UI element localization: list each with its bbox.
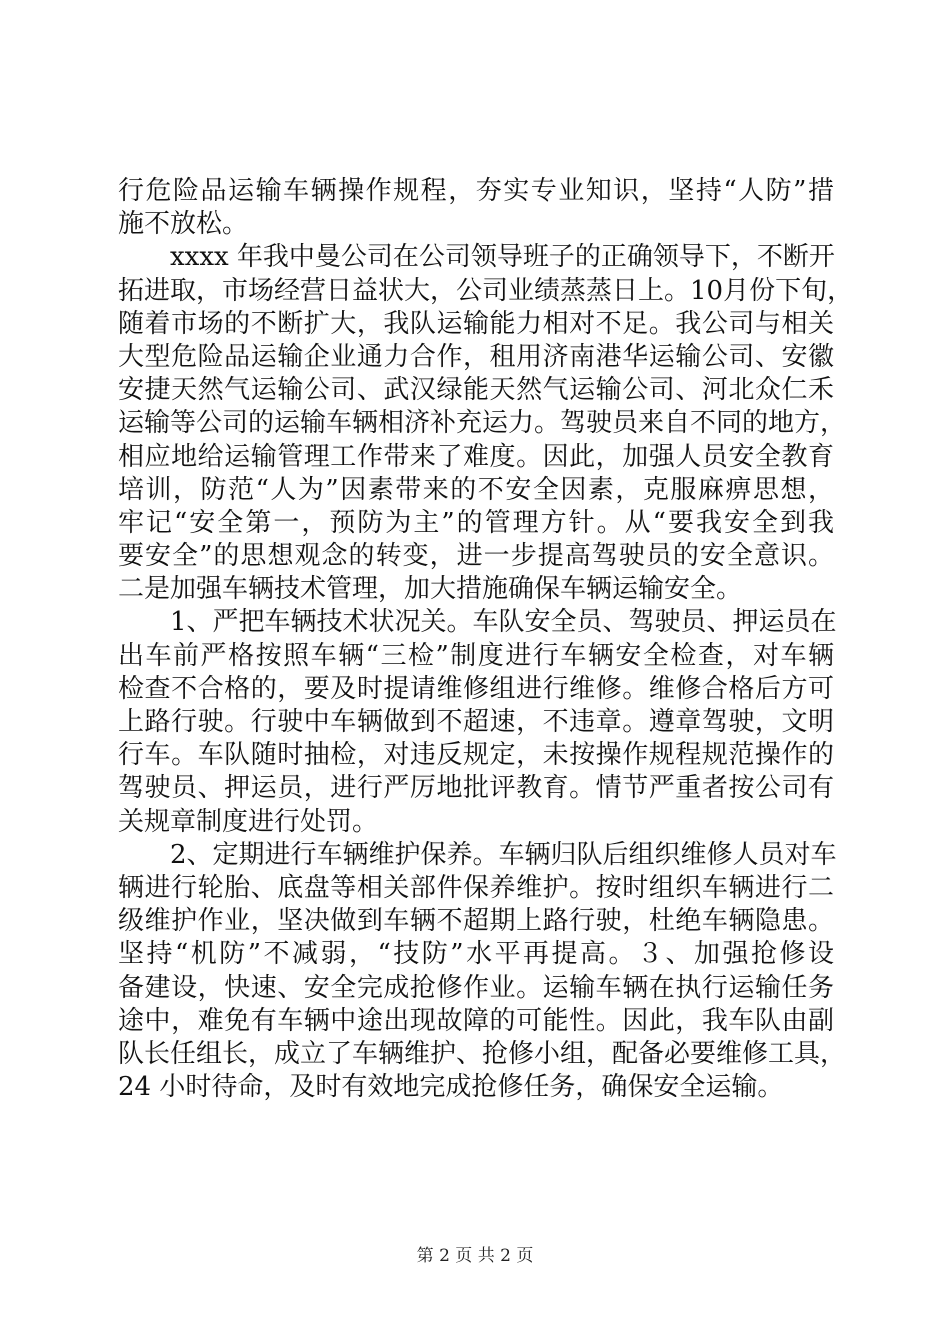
text-line: 行车。车队随时抽检，对违反规定，未按操作规程规范操作的 xyxy=(118,740,834,771)
text-line: 关规章制度进行处罚。 xyxy=(118,806,379,837)
text-line: 检查不合格的，要及时提请维修组进行维修。维修合格后方可 xyxy=(118,673,834,704)
text-line: 要安全”的思想观念的转变，进一步提高驾驶员的安全意识。 xyxy=(118,541,834,572)
text-line: 途中，难免有车辆中途出现故障的可能性。因此，我车队由副 xyxy=(118,1005,834,1036)
page-number-footer: 第 2 页 共 2 页 xyxy=(416,1246,534,1266)
text-line: 备建设，快速、安全完成抢修作业。运输车辆在执行运输任务 xyxy=(118,972,834,1003)
text-line: 牢记“安全第一，预防为主”的管理方针。从“要我安全到我 xyxy=(118,507,834,538)
text-line: 级维护作业，坚决做到车辆不超期上路行驶，杜绝车辆隐患。 xyxy=(118,906,834,937)
text-line: 安捷天然气运输公司、武汉绿能天然气运输公司、河北众仁禾 xyxy=(118,375,834,406)
document-body xyxy=(118,175,854,1104)
text-line: 运输等公司的运输车辆相济补充运力。驾驶员来自不同的地方， xyxy=(118,408,847,439)
text-line: 二是加强车辆技术管理，加大措施确保车辆运输安全。 xyxy=(118,574,743,605)
text-line: 行危险品运输车辆操作规程，夯实专业知识，坚持“人防”措 xyxy=(118,176,834,206)
text-line: 出车前严格按照车辆“三检”制度进行车辆安全检查，对车辆 xyxy=(118,640,834,671)
text-line: 驾驶员、押运员，进行严厉地批评教育。情节严重者按公司有 xyxy=(118,773,834,804)
text-line: 大型危险品运输企业通力合作，租用济南港华运输公司、安徽 xyxy=(118,341,834,372)
paragraph-first-line: 2、定期进行车辆维护保养。车辆归队后组织维修人员对车 xyxy=(170,839,837,870)
text-line: 施不放松。 xyxy=(118,209,249,240)
text-line: 上路行驶。行驶中车辆做到不超速，不违章。遵章驾驶，文明 xyxy=(118,707,834,737)
paragraph-first-line: 1、严把车辆技术状况关。车队安全员、驾驶员、押运员在 xyxy=(170,607,837,638)
text-line: 随着市场的不断扩大，我队运输能力相对不足。我公司与相关 xyxy=(118,308,834,339)
text-line: 辆进行轮胎、底盘等相关部件保养维护。按时组织车辆进行二 xyxy=(118,872,834,903)
text-line: 拓进取，市场经营日益状大，公司业绩蒸蒸日上。10月份下旬， xyxy=(118,275,854,306)
text-line: 培训，防范“人为”因素带来的不安全因素，克服麻痹思想， xyxy=(118,474,834,505)
paragraph-first-line: xxxx 年我中曼公司在公司领导班子的正确领导下，不断开 xyxy=(170,242,835,273)
text-line: 坚持“机防”不减弱，“技防”水平再提高。３、加强抢修设 xyxy=(118,939,834,970)
text-line: 24 小时待命，及时有效地完成抢修任务，确保安全运输。 xyxy=(118,1072,784,1103)
text-line: 队长任组长，成立了车辆维护、抢修小组，配备必要维修工具， xyxy=(118,1038,847,1069)
text-line: 相应地给运输管理工作带来了难度。因此，加强人员安全教育 xyxy=(118,441,834,472)
